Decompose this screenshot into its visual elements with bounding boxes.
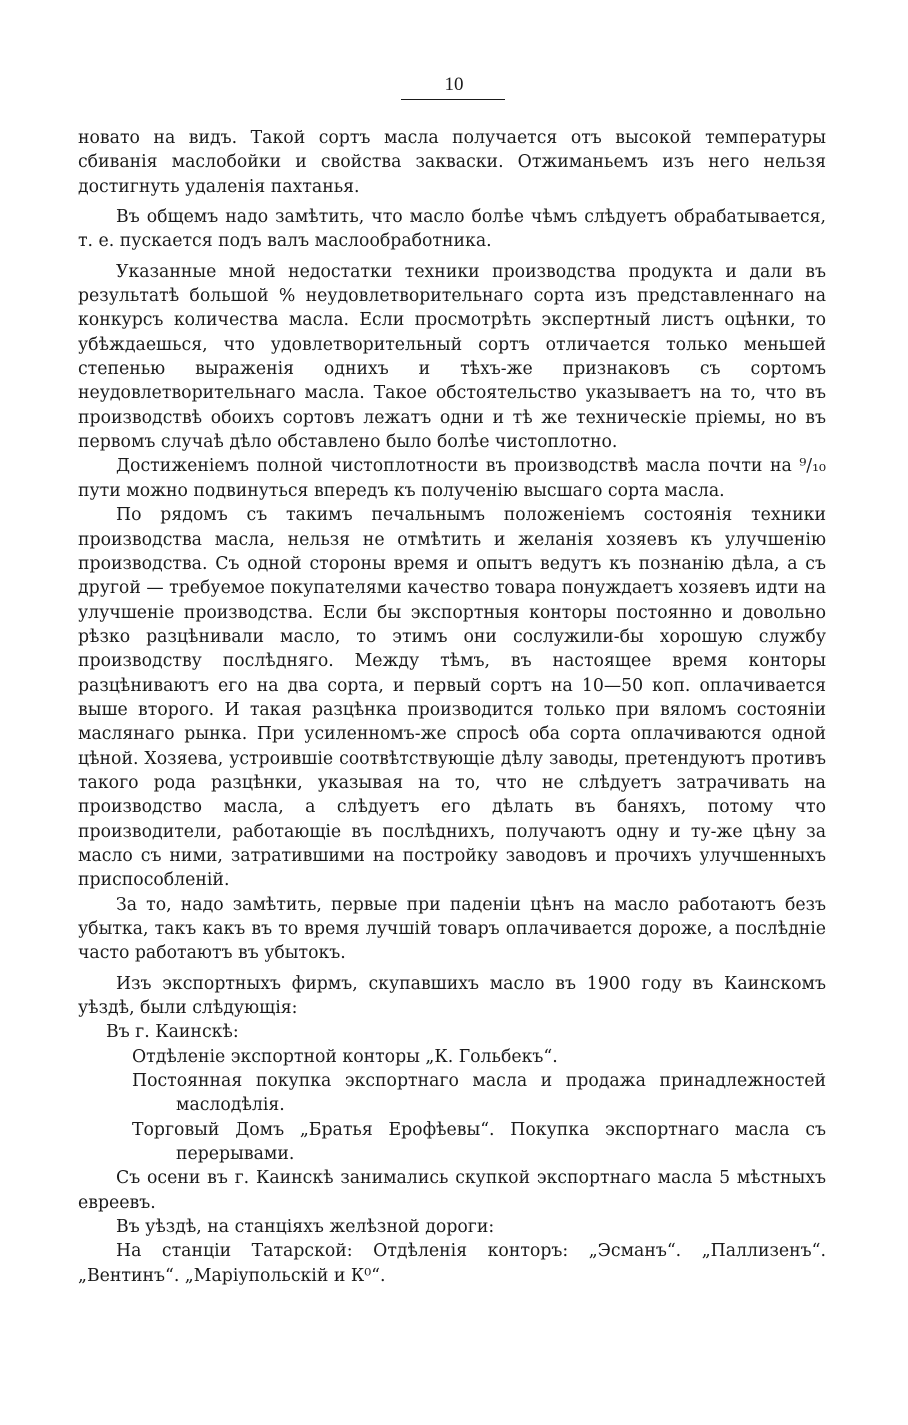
document-body xyxy=(78,126,826,1288)
page-number-rule xyxy=(401,99,505,100)
paragraph-6: За то, надо замѣтить, первые при паденіи цѣнъ на масло работаютъ безъ убытка, такъ какъ въ то время лучшій товаръ оплачивается дороже, а послѣдніе часто работаютъ въ убытокъ. xyxy=(78,894,826,964)
page-number: 10 xyxy=(444,74,464,95)
paragraph-3: Указанные мной недостатки техники производства продукта и дали въ результатѣ большой % неудовлетворительнаго сорта изъ представленнаго на конкурсъ количества масла. Если просмотрѣть экспертный листъ оцѣнки, то убѣждаешься, что удовлетворительный сортъ отличается только меньшей степенью выраженія однихъ и тѣхъ-же признаковъ съ сортомъ неудовлетворительнаго масла. Такое обстоятельство указываетъ на то, что въ производствѣ обоихъ сортовъ лежатъ одни и тѣ же техническіе пріемы, но въ первомъ случаѣ дѣло обставлено было болѣе чистоплотно. xyxy=(78,261,826,453)
list-heading-kainsk: Въ г. Каинскѣ: xyxy=(106,1022,239,1043)
list-heading-district: Въ уѣздѣ, на станціяхъ желѣзной дороги: xyxy=(116,1217,495,1238)
paragraph-5: По рядомъ съ такимъ печальнымъ положеніемъ состоянія техники производства масла, нельзя не отмѣтить и желанія хозяевъ къ улучшенію производства. Съ одной стороны время и опытъ ведутъ къ познанію дѣла, а съ другой — требуемое покупателями качество товара понуждаетъ хозяевъ идти на улучшеніе производства. Если бы экспортныя конторы постоянно и довольно рѣзко разцѣнивали масло, то этимъ они сослужили-бы хорошую службу производству послѣдняго. Между тѣмъ, въ настоящее время конторы разцѣниваютъ его на два сорта, и первый сортъ на 10—50 коп. оплачивается выше второго. И такая разцѣнка производится только при вяломъ состояніи маслянаго рынка. При усиленномъ-же спросѣ оба сорта оплачиваются одной цѣной. Хозяева, устроившіе соотвѣтствующіе дѣлу заводы, претендуютъ противъ такого рода разцѣнки, указывая на то, что не слѣдуетъ затрачивать на производство масла, а слѣдуетъ его дѣлать въ баняхъ, потому что производители, работающіе въ послѣднихъ, получаютъ одну и ту-же цѣну за масло съ ними, затратившими на постройку заводовъ и прочихъ улучшенныхъ приспособленій. xyxy=(78,505,826,891)
list-item: Торговый Домъ „Братья Ерофѣевы“. Покупка экспортнаго масла съ перерывами. xyxy=(132,1119,826,1165)
paragraph-4: Достиженіемъ полной чистоплотности въ производствѣ масла почти на ⁹/₁₀ пути можно подвинуться впередъ къ полученію высшаго сорта масла. xyxy=(78,456,826,501)
paragraph-station: На станціи Татарской: Отдѣленія конторъ: „Эсманъ“. „Паллизенъ“. „Вентинъ“. „Маріупольскій и К⁰“. xyxy=(78,1241,826,1286)
paragraph-1: новато на видъ. Такой сортъ масла получается отъ высокой температуры сбиванія маслобойки и свойства закваски. Отжиманьемъ изъ него нельзя достигнуть удаленія пахтанья. xyxy=(78,128,826,197)
paragraph-2: Въ общемъ надо замѣтить, что масло болѣе чѣмъ слѣдуетъ обрабатывается, т. е. пускается подъ валъ маслообработника. xyxy=(78,207,826,252)
list-item: Постоянная покупка экспортнаго масла и продажа принадлежностей маслодѣлія. xyxy=(132,1071,826,1116)
paragraph-7: Изъ экспортныхъ фирмъ, скупавшихъ масло въ 1900 году въ Каинскомъ уѣздѣ, были слѣдующія: xyxy=(78,973,826,1019)
paragraph-autumn: Съ осени въ г. Каинскѣ занимались скупкой экспортнаго масла 5 мѣстныхъ евреевъ. xyxy=(78,1168,826,1213)
list-item: Отдѣленіе экспортной конторы „К. Гольбекъ“. xyxy=(132,1046,558,1067)
